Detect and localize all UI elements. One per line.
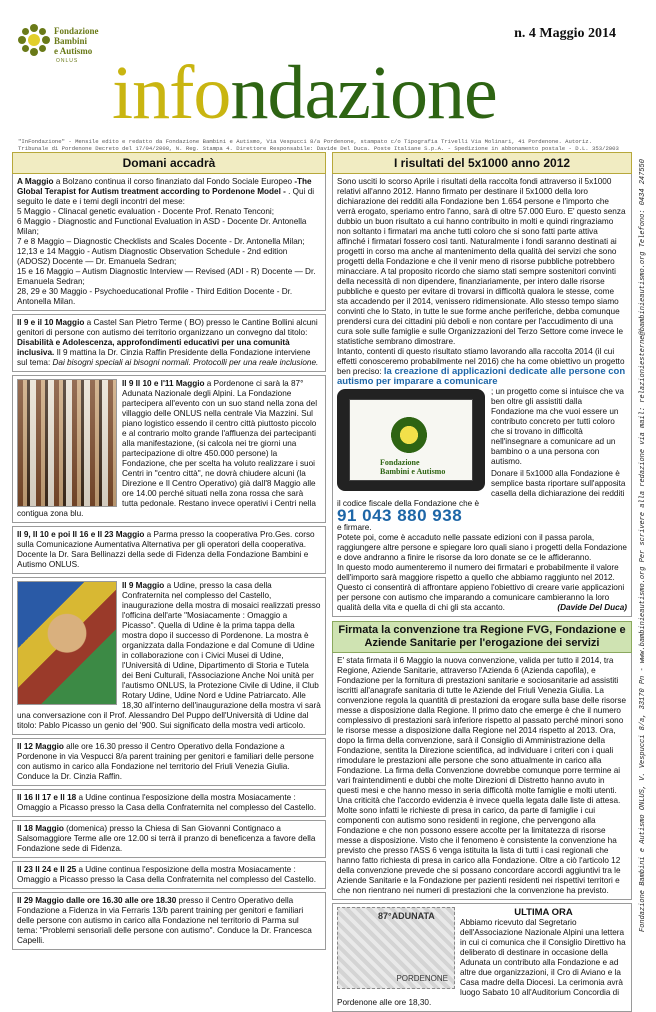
event-1-date: A Maggio (17, 177, 54, 186)
logo-line-2: Bambini (54, 36, 88, 46)
convention-article (332, 653, 632, 900)
logo-line-1: Fondazione (54, 26, 99, 36)
event-2-date: Il 9 e il 10 Maggio (17, 318, 85, 327)
event-10-text: presso il Centro Operativo della Fondazione a Fidenza in via Ferraris 13/b parent training per genitori e familiari delle persone con autismo in carico alla Fondazione nel territorio di Parma sul tema: "Problemi sensoriali delle persone con autismo". Conduce la Dr. Francesca Capelli. (17, 896, 312, 945)
course-line: 15 e 16 Maggio – Autism Diagnostic Interview — Revised (ADI - R) Docente — Dr. Emanuela Sedran; (17, 267, 316, 286)
event-10-date: Il 29 Maggio dalle ore 16.30 alle ore 18.30 (17, 896, 177, 905)
results-highlight: la creazione di applicazioni dedicate alle persone con autismo per imparare a comunicare (337, 366, 626, 387)
event-1-text: a Bolzano continua il corso finanziato dal Fondo Sociale Europeo (53, 177, 295, 186)
issue-number: n. 4 Maggio 2014 (514, 26, 616, 41)
tablet-logo-text: Fondazione Bambini e Autismo (380, 458, 446, 476)
flower-logo-icon (16, 22, 52, 58)
event-2-topic: Dai bisogni speciali ai bisogni normali. Protocolli per una reale inclusione. (52, 358, 319, 367)
convention-section (332, 621, 632, 900)
masthead-info: info (112, 51, 231, 135)
logo-text (54, 26, 99, 56)
event-5-text: a Udine, presso la casa della Confraternita nel complesso del Castello, inaugurazione della mostra di mosaici realizzati presso l'officina dell'arte "Mosiacamente : Omaggio a Picasso". Quella di Udine è la prima tappa della mostra dopo il successo di Pordenone. La mostra è organizzata dalla Fondazione e dal Comune di Udine in collaborazione con i Civici Musei di Udine, l'Università di Udine, Dipartimento di Storia e Tutela dei Beni Culturali, l'Associazione Anche Noi unità per l'autismo ONLUS, la Protezione Civile di Udine, il Club Rotary Udine, Udine Nord e Udine Patriarcato. Alle 18,30 all'interno dell'inaugurazione della mostra vi sarà una conversazione con il Prof. Alessandro Del Puppo dell'Università di Udine dal titolo: Pablo Picasso un genio del '900. Sui significato della mostra vedi articolo. (17, 581, 321, 730)
course-line: 7 e 8 Maggio – Diagnostic Checklists and Scales Docente - Dr. Antonella Milan; (17, 237, 305, 246)
tax-code: 91 043 880 938 (337, 506, 463, 525)
event-item-5 (12, 577, 326, 735)
results-paragraph-2b: ; un progetto come si intuisce che va ben oltre gli assistiti dalla Fondazione ma che vuoi essere un contributo concreto per tutti coloro che si trovano in difficoltà nell'insegnare a comunicare ad un bambino o a una persona con autismo. (491, 387, 624, 466)
logo-onlus: ONLUS (56, 58, 79, 64)
event-8-text: (domenica) presso la Chiesa di San Giovanni Contignaco a Salsomaggiore Terme alle ore 12.00 si terrà il pranzo di beneficenza a favore della Fondazione sede di Fidenza. (17, 824, 316, 853)
events-heading: Domani accadrà (12, 152, 326, 174)
event-4-date: Il 9, Il 10 e poi Il 16 e Il 23 Maggio (17, 530, 145, 539)
left-column (12, 152, 326, 950)
event-item-3 (12, 375, 326, 523)
event-item-4 (12, 526, 326, 574)
stamp-title: 87°ADUNATA (378, 911, 435, 921)
event-item-1 (12, 174, 326, 311)
event-6-text: alle ore 16.30 presso il Centro Operativo della Fondazione a Pordenone in via Vespucci 8/a parent training per genitori e familiari delle persone con autismo in carico alla Fondazione nel territorio del Friuli Venezia Giulia. Conduce la Dr. Cinzia Raffin. (17, 742, 314, 781)
results-paragraph-4: Potete poi, come è accaduto nelle passate edizioni con il passa parola, raggiungere altre persone e spiegare loro quali siano i progetti della Fondazione e dove andranno a finire le risorse da loro donate se ce le affideranno. (337, 533, 627, 562)
event-3-text: a Pordenone ci sarà la 87° Adunata Nazionale degli Alpini. La Fondazione partecipera all'evento con un suo stand nella zona del villaggio delle ONLUS nella centrale Via Mazzini. Sul piano logistico essendo il centro città piuttosto piccolo e al contrario molto grande l'affluenza dei partecipanti alla manifestazione, (si calcola nei tre giorni una partecipazione di oltre 450.000 persone) la Fondazione, che per scelta ha voluto realizzare i suoi Centri in "centro città", ne dovrà chiudere alcuni (la Direzione e Il Centro Operativo) già dall'8 Maggio alle ore 14.00 perché situati nella zona rossa che sarà tutta pedonale. Restano invece operativi i Centri nella contigua zona blu. (17, 379, 318, 518)
picasso-portrait-image (17, 581, 117, 705)
results-paragraph-1: Sono usciti lo scorso Aprile i risultati della raccolta fondi attraverso il 5x1000 relativi all'anno 2012. Hanno firmato per destinare il 5x1000 della loro dichiarazione dei redditi alla Fondazione ben 1.654 persone e l'importo che verrà erogato, speriamo entro l'anno, sarà di oltre 57.000 Euro. E' questo senza dubbio un buon risultato a cui hanno contribuito in molti e quindi ringraziamo non soltanto i firmatari ma anche tutti coloro che si sono fatti parte attiva affinché i firmatari fossero così tanti. Naturalmente i fondi saranno destinati ai progetti in corso ma anche al mantenimento della qualità dei servizi che sono progetti della Fondazione e che il venir meno di risorse pubbliche potrebbero minacciare. A tal proposito ricordo che siamo stati sempre sostenitori convinti della necessità di non dipendere, finanziariamente, per intero dalle risorse pubbliche e questo per evitare di trovarsi in difficoltà qualora le stesse, come sta accadendo per il 2014, venissero ridimensionate. Allo stesso tempo siamo convinti che lo Stato, in tutte le sue forme anche periferiche, debba comunque prendersi cura dei cittadini più deboli e non contare per l'accudimento di una cura sole sulle famiglie e sulle Organizzazioni del Terzo Settore come invece le statistiche sembrano dimostrare. (337, 177, 626, 346)
event-9-text: a Udine continua l'esposizione della mostra Mosiacamente : Omaggio a Picasso presso la Casa della Confraternita nel complesso del Castello. (17, 865, 316, 884)
results-paragraph-5: In questo modo aumenteremo il numero dei firmatari e probabilmente il valore dell'importo sarà maggiore rispetto a quello che abbiamo raggiunto nel 2012. Questo ci consentirà di affrontare appieno l'obiettivo di creare varie applicazioni per persone con autismo che imparando a comunicare cambieranno la loro qualità della vita e quella di chi gli sta accanto. (337, 563, 625, 612)
event-2-extra: Il 9 mattina la Dr. Cinzia Raffin Presidente della Fondazione interviene sul tema: (17, 348, 311, 367)
event-2-title: Disabilità e Adolescenza, approfondimenti educativi per una comunità inclusiva. (17, 338, 290, 357)
results-heading: I risultati del 5x1000 anno 2012 (332, 152, 632, 174)
foundation-logo (16, 22, 126, 62)
breaking-news-text: Abbiamo ricevuto dal Segretario dell'Associazione Nazionale Alpini una lettera in cui ci comunica che il Consiglio Direttivo ha deliberato di destinare in occasione della Adunata un contributo alla Fondazione e ad altre due organizzazioni, il Cro di Aviano e la Casa madre della Diocesi. La cerimonia avrà luogo Sabato 10 all'Auditorium Concordia di Pordenone alle ore 18,30. (337, 918, 626, 1007)
tax-code-after: e firmare. (337, 523, 372, 532)
results-article (332, 174, 632, 617)
masthead-ndazione: ndazione (230, 51, 497, 135)
newsletter-page (12, 18, 627, 1007)
event-2-text: a Castel San Pietro Terme ( BO) presso le Cantine Bollini alcuni genitori di persone con autismo dei territorio organizzano un convegno dal titolo: (17, 318, 318, 337)
event-8-date: Il 18 Maggio (17, 824, 64, 833)
event-7-date: Il 16 Il 17 e Il 18 (17, 793, 77, 802)
event-item-2 (12, 314, 326, 372)
course-line: 5 Maggio - Clinacal genetic evaluation - Docente Prof. Renato Tenconi; (17, 207, 274, 216)
adunata-stamp-image (337, 907, 455, 989)
course-line: 6 Maggio - Diagnostic and Functional Evaluation in ASD - Docente Dr. Antonella Milan; (17, 217, 307, 236)
event-6-date: Il 12 Maggio (17, 742, 64, 751)
publication-fineprint: "InFondazione" - Mensile edito e redatto da Fondazione Bambini e Autismo, Via Vespucci 8/a Pordenone, stampato c/o Tipografia Trivelli Via Molinari, 41 Pordenone. Autoriz. Tribunale di Pordenone Decreto del 17/04/2008, N. Reg. Stampa 4. Direttore Responsabile: Davide Del Duca. Poste Italiane S.p.A. - Spedizione in abbonamento postale - D.L. 353/2003 (18, 138, 619, 152)
results-paragraph-2: Intanto, contenti di questo risultato stiamo lavorando alla raccolta 2014 (il cui effetti conosceremo probabilmente nel 2016) che ha come obiettivo un progetto ben preciso: (337, 347, 625, 376)
masthead-title (112, 52, 497, 134)
right-column (332, 152, 632, 1012)
stamp-city: PORDENONE (396, 974, 448, 983)
event-item-7 (12, 789, 326, 817)
event-5-date: Il 9 Maggio (122, 581, 165, 590)
article-signature: (Davide Del Duca) (557, 603, 627, 612)
breaking-news (332, 903, 632, 1012)
event-3-date: Il 9 Il 10 e l'11 Maggio (122, 379, 205, 388)
event-4-text: a Parma presso la cooperativa Pro.Ges. corso sulla Comunicazione Aumentativa Alternativa per gli operatori della cooperativa. Docente la Dr. Sara Bellinazzi della sede di Fidenza della Fondazione Bambini e Autismo ONLUS. (17, 530, 315, 569)
event-1-course: -The Global Terapist for Autism treatment according to Pordenone Model - (17, 177, 312, 196)
logo-line-3: e Autismo (54, 46, 93, 56)
tablet-flower-icon (388, 414, 430, 456)
event-item-8 (12, 820, 326, 858)
event-item-6 (12, 738, 326, 786)
event-item-9 (12, 861, 326, 889)
alpini-stand-photo (17, 379, 117, 507)
course-line: 28, 29 e 30 Maggio - Psychoeducational Profile - Third Edition Docente - Dr. Antonella Milan. (17, 287, 293, 306)
event-9-date: Il 23 Il 24 e Il 25 (17, 865, 77, 874)
donation-instructions: Donare il 5x1000 alla Fondazione è semplice basta riportare sull'apposita casella della dichiarazione dei redditi il codice fiscale della Fondazione che è (337, 469, 626, 508)
breaking-news-title: ULTIMA ORA (514, 907, 573, 918)
side-contact-strip (637, 20, 653, 940)
convention-heading: Firmata la convenzione tra Regione FVG, Fondazione e Aziende Sanitarie per l'erogazione dei servizi (332, 621, 632, 653)
course-line: 12,13 e 14 Maggio - Autism Diagnostic Observation Schedule - 2nd edition (ADOS2) Docente — Dr. Emanuela Sedran; (17, 247, 288, 266)
convention-paragraph-1: E' stata firmata il 6 Maggio la nuova convenzione, valida per tutto il 2014, tra Regione, Aziende Sanitarie, attraverso l'Azienda 6 (Azienda capofila), e Fondazione per la fornitura di prestazioni sanitarie e sociosanitarie ad assistiti iscritti all'anagrafe sanitaria di tutte le Aziende del Friuli Venezia Giulia. La convenzione regola la quantità di prestazioni da erogare sulla base delle risorse messe a disposizione dalla Regione. Il primo dato che emerge è che il numero complessivo di prestazioni sarà inferiore rispetto al passato perché minori sono le risorse messe a disposizione dalla Regione nel 2014 rispetto al 2013. Ora, dopo la firma della convenzione, sarà il Consiglio di Amministrazione della Fondazione, sentita la Direzione scientifica, ad individuare i criteri con i quali rimodulare le prestazioni alle persone che sono attualmente in carico alla Fondazione. La firma della Convenzione dovrebbe comunque porre termine ai vari fraintendimenti e dubbi che molte Direzioni di Distretto hanno avuto in questi mesi e che hanno messo in seria difficoltà molte famiglie e molti utenti. (337, 656, 627, 795)
event-7-text: a Udine continua l'esposizione della mostra Mosiacamente : Omaggio a Picasso presso la Casa della Confraternita nel complesso del Castello. (17, 793, 316, 812)
event-1-extra: . Qui di seguito le date e i temi degli incontri del mese: (17, 187, 315, 206)
tablet-image (337, 389, 485, 491)
side-contact-text: Fondazione Bambini e Autismo ONLUS, V. Vespucci 8/a, 33170 Pn - www.bambinieautismo.org Per scrivere alla redazione via mail: relazioniesterne@bambinieautismo.org Telefono: 0434 247550 (639, 159, 647, 932)
event-item-10 (12, 892, 326, 950)
convention-paragraph-2: Una criticità che l'accordo evidenzia è invece quella legata dalle liste di attesa. Molte sono infatti le richieste di presa in carico, da parte di famiglie i cui componenti con autismo sono residenti in regione, che pervengono alla Fondazione e che non possono essere accolte per la limitatezza di risorse messe a disposizione. Visto che il fenomeno è consistente la convenzione ha previsto che presso l'ASS 6 venga istituita la lista di tutti i casi regionali che hanno fatto richiesta di presa in carico alla Fondazione. Oltre a ciò l'articolo 12 della convenzione prevede che si possano concordare accordi aggiuntivi tra le Aziende Sanitarie e la Fondazione per pazienti residenti nei rispettivi territori e che non rientrano nei numeri di prestazioni che la convenzione ha previsto. (337, 796, 621, 895)
tablet-screen (349, 399, 473, 481)
